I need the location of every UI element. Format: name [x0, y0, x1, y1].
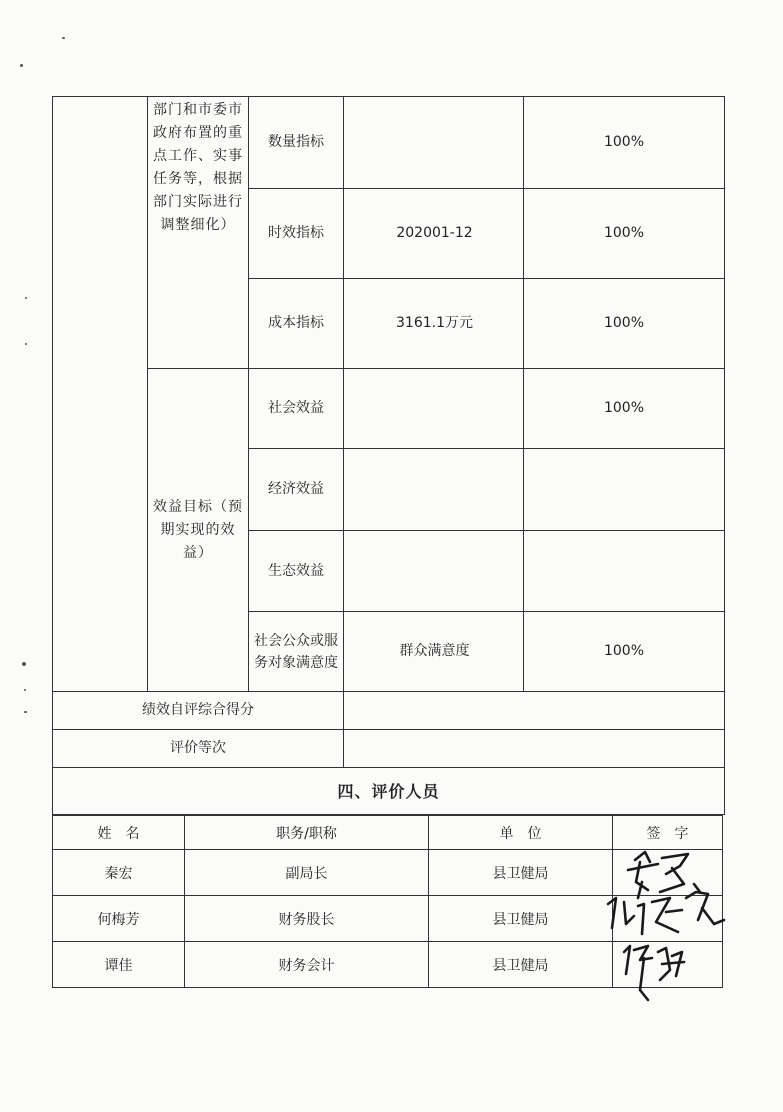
col-header-name: 姓 名	[53, 816, 185, 850]
evaluators-table	[52, 815, 723, 988]
indicator-score: 100%	[524, 369, 725, 449]
indicator-value: 3161.1万元	[344, 279, 524, 369]
score-value	[344, 692, 725, 730]
people-header-row	[53, 816, 723, 850]
summary-row	[53, 730, 725, 768]
signature-cell	[613, 942, 723, 988]
table-row	[53, 369, 725, 449]
person-name: 谭佳	[53, 942, 185, 988]
person-title: 财务股长	[185, 896, 429, 942]
indicator-name: 数量指标	[249, 97, 344, 189]
indicator-table	[52, 96, 725, 815]
indicator-value: 202001-12	[344, 189, 524, 279]
scan-speck	[62, 37, 65, 39]
scan-speck	[25, 297, 27, 299]
indicator-score: 100%	[524, 279, 725, 369]
table-row	[53, 896, 723, 942]
indicator-score	[524, 449, 725, 531]
person-title: 副局长	[185, 850, 429, 896]
grade-value	[344, 730, 725, 768]
department-desc: 部门和市委市政府布置的重点工作、实事任务等，根据部门实际进行调整细化）	[153, 102, 243, 233]
table-row	[53, 942, 723, 988]
scan-speck	[24, 711, 27, 713]
person-name: 秦宏	[53, 850, 185, 896]
signature-cell	[613, 850, 723, 896]
score-label: 绩效自评综合得分	[53, 692, 344, 730]
indicator-name: 社会公众或服务对象满意度	[254, 632, 338, 671]
indicator-score: 100%	[524, 612, 725, 692]
indicator-value	[344, 531, 524, 612]
indicator-name: 生态效益	[249, 531, 344, 612]
blank-category-cell	[53, 97, 148, 692]
table-row	[53, 850, 723, 896]
signature-cell	[613, 896, 723, 942]
grade-label: 评价等次	[53, 730, 344, 768]
indicator-value	[344, 449, 524, 531]
person-unit: 县卫健局	[429, 942, 613, 988]
indicator-name: 成本指标	[249, 279, 344, 369]
indicator-name-cell	[249, 612, 344, 692]
col-header-unit: 单 位	[429, 816, 613, 850]
benefit-label: 效益目标（预期实现的效益）	[153, 498, 243, 561]
col-header-signature: 签 字	[613, 816, 723, 850]
scan-speck	[20, 64, 23, 67]
indicator-value	[344, 369, 524, 449]
section-title: 四、评价人员	[53, 768, 725, 815]
department-desc-cell	[148, 97, 249, 369]
person-title: 财务会计	[185, 942, 429, 988]
section-row	[53, 768, 725, 815]
indicator-value: 群众满意度	[344, 612, 524, 692]
indicator-name: 社会效益	[249, 369, 344, 449]
scan-speck	[25, 343, 27, 345]
indicator-name: 时效指标	[249, 189, 344, 279]
indicator-score	[524, 531, 725, 612]
indicator-name: 经济效益	[249, 449, 344, 531]
person-name: 何梅芳	[53, 896, 185, 942]
indicator-value	[344, 97, 524, 189]
col-header-title: 职务/职称	[185, 816, 429, 850]
table-row	[53, 97, 725, 189]
indicator-score: 100%	[524, 189, 725, 279]
summary-row	[53, 692, 725, 730]
benefit-label-cell	[148, 369, 249, 692]
person-unit: 县卫健局	[429, 850, 613, 896]
scan-speck	[22, 662, 26, 666]
scan-speck	[24, 689, 26, 691]
indicator-score: 100%	[524, 97, 725, 189]
person-unit: 县卫健局	[429, 896, 613, 942]
